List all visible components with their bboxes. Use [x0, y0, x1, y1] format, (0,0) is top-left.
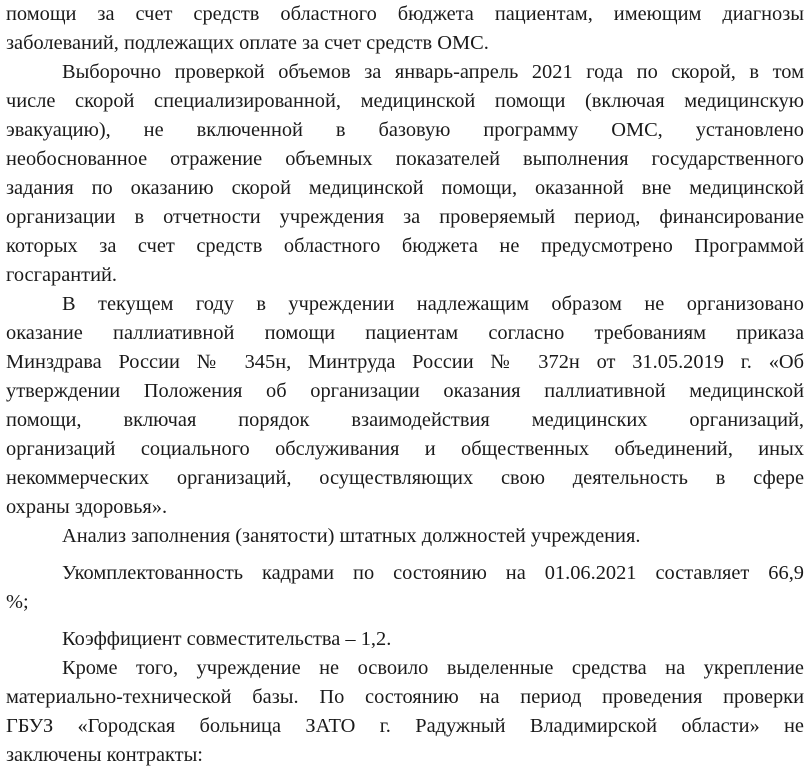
paragraph-3: [6, 290, 804, 522]
text-line: заключены контракты:: [6, 744, 203, 766]
text-line: задания по оказанию скорой медицинской помощи, оказанной вне медицинской: [6, 177, 804, 199]
text-line: Анализ заполнения (занятости) штатных должностей учреждения.: [62, 525, 641, 547]
text-line: Укомплектованность кадрами по состоянию на 01.06.2021 составляет 66,9: [62, 562, 804, 584]
text-line: материально-технической базы. По состоянию на период проведения проверки: [6, 686, 804, 708]
text-line: помощи, включая порядок взаимодействия медицинских организаций,: [6, 409, 804, 431]
document-page: [6, 0, 804, 770]
text-line: помощи за счет средств областного бюджета пациентам, имеющим диагнозы: [6, 3, 804, 25]
text-line: госгарантий.: [6, 264, 118, 286]
paragraph-1: [6, 0, 804, 58]
text-line: организаций социального обслуживания и общественных объединений, иных: [6, 438, 804, 460]
paragraph-2: [6, 58, 804, 290]
text-line: заболеваний, подлежащих оплате за счет средств ОМС.: [6, 32, 489, 54]
paragraph-4: [6, 522, 804, 551]
paragraph-5: [6, 559, 804, 617]
text-line: Выборочно проверкой объемов за январь-апрель 2021 года по скорой, в том: [62, 61, 804, 83]
paragraph-7: [6, 654, 804, 770]
text-line: Коэффициент совместительства – 1,2.: [62, 628, 392, 650]
paragraph-6: [6, 625, 804, 654]
text-line: необоснованное отражение объемных показателей выполнения государственного: [6, 148, 804, 170]
text-line: которых за счет средств областного бюджета не предусмотрено Программой: [6, 235, 804, 257]
text-line: оказание паллиативной помощи пациентам согласно требованиям приказа: [6, 322, 804, 344]
text-line: ГБУЗ «Городская больница ЗАТО г. Радужный Владимирской области» не: [6, 715, 804, 737]
text-line: эвакуацию), не включенной в базовую программу ОМС, установлено: [6, 119, 804, 141]
text-line: %;: [6, 591, 29, 613]
text-line: числе скорой специализированной, медицинской помощи (включая медицинскую: [6, 90, 804, 112]
text-line: охраны здоровья».: [6, 496, 168, 518]
text-line: В текущем году в учреждении надлежащим образом не организовано: [62, 293, 804, 315]
text-line: организации в отчетности учреждения за проверяемый период, финансирование: [6, 206, 804, 228]
text-line: утверждении Положения об организации оказания паллиативной медицинской: [6, 380, 804, 402]
text-line: Минздрава России № 345н, Минтруда России № 372н от 31.05.2019 г. «Об: [6, 351, 804, 373]
text-line: некоммерческих организаций, осуществляющих свою деятельность в сфере: [6, 467, 804, 489]
text-line: Кроме того, учреждение не освоило выделенные средства на укрепление: [62, 657, 804, 679]
